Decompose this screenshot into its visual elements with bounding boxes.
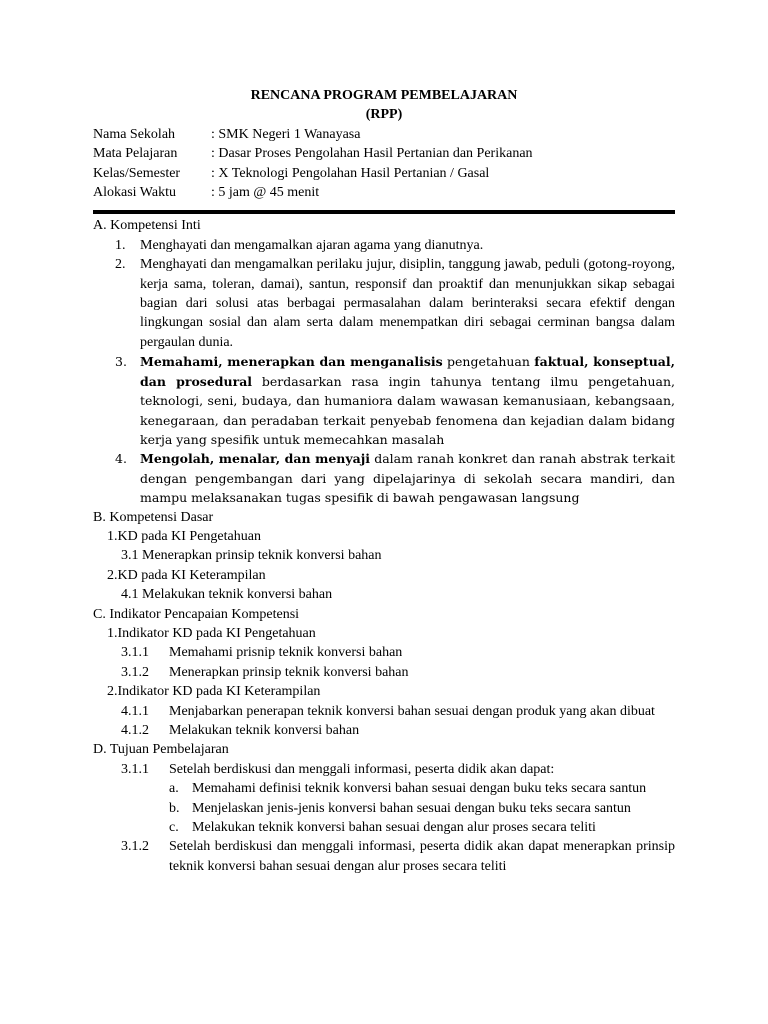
tujuan-subitem <box>93 818 675 837</box>
list-item <box>93 236 675 255</box>
indikator-row <box>93 721 675 740</box>
kd-pengetahuan-heading: 1.KD pada KI Pengetahuan <box>107 528 261 544</box>
info-row <box>93 164 675 183</box>
indikator-row <box>93 702 675 721</box>
tujuan-letter: b. <box>169 800 180 816</box>
tujuan-code: 3.1.2 <box>121 839 149 855</box>
info-value: : 5 jam @ 45 menit <box>211 185 320 201</box>
section-c-heading: C. Indikator Pencapaian Kompetensi <box>93 606 300 622</box>
tujuan-code: 3.1.1 <box>121 761 149 777</box>
list-number: 3. <box>115 354 127 370</box>
info-label: Nama Sekolah <box>93 126 176 142</box>
info-value: : Dasar Proses Pengolahan Hasil Pertanian dan Perikanan <box>211 146 533 162</box>
tujuan-text: Setelah berdiskusi dan menggali informasi, peserta didik akan dapat menerapkan prinsip teknik konversi bahan sesuai dengan alur proses secara teliti <box>169 839 675 874</box>
tujuan-subitem <box>93 799 675 818</box>
list-item <box>93 255 675 352</box>
indikator-text: Melakukan teknik konversi bahan <box>169 723 360 738</box>
kompetensi-inti-list <box>93 236 675 508</box>
indikator-row <box>93 663 675 682</box>
section-b-heading: B. Kompetensi Dasar <box>93 509 214 525</box>
list-number: 1. <box>115 237 126 253</box>
indikator-code: 4.1.1 <box>121 703 149 719</box>
header-divider <box>93 210 675 214</box>
info-label: Alokasi Waktu <box>93 185 176 201</box>
tujuan-row <box>93 837 675 876</box>
indikator-keterampilan-heading: 2.Indikator KD pada KI Keterampilan <box>107 684 321 700</box>
indikator-code: 3.1.2 <box>121 664 149 680</box>
info-value: : X Teknologi Pengolahan Hasil Pertanian / Gasal <box>211 165 490 181</box>
bold-text: Memahami, menerapkan dan menganalisis <box>140 354 443 370</box>
bold-text: Mengolah, menalar, dan menyaji <box>140 451 371 467</box>
list-number: 2. <box>115 257 126 273</box>
tujuan-subitem-text: Melakukan teknik konversi bahan sesuai dengan alur proses secara teliti <box>192 820 596 836</box>
tujuan-subitem-text: Memahami definisi teknik konversi bahan sesuai dengan buku teks secara santun <box>192 781 647 797</box>
kd-keterampilan-item: 4.1 Melakukan teknik konversi bahan <box>121 587 333 603</box>
section-d-heading: D. Tujuan Pembelajaran <box>93 742 229 758</box>
list-number: 4. <box>115 451 127 467</box>
info-label: Mata Pelajaran <box>93 146 178 162</box>
document-page <box>93 86 675 876</box>
kd-pengetahuan-item: 3.1 Menerapkan prinsip teknik konversi bahan <box>121 548 382 564</box>
document-subtitle: (RPP) <box>365 107 403 123</box>
info-row <box>93 183 675 202</box>
list-text: pengetahuan <box>442 354 535 370</box>
bold-text: faktual, konseptual, dan prosedural <box>140 354 675 389</box>
indikator-row <box>93 643 675 662</box>
tujuan-subitem <box>93 779 675 798</box>
tujuan-text: Setelah berdiskusi dan menggali informasi, peserta didik akan dapat: <box>169 761 555 777</box>
indikator-pengetahuan-heading: 1.Indikator KD pada KI Pengetahuan <box>107 625 316 641</box>
indikator-code: 4.1.2 <box>121 723 149 738</box>
document-title: RENCANA PROGRAM PEMBELAJARAN <box>250 88 518 103</box>
info-row <box>93 144 675 163</box>
info-row <box>93 125 675 144</box>
kd-keterampilan-heading: 2.KD pada KI Keterampilan <box>107 567 266 583</box>
indikator-code: 3.1.1 <box>121 645 149 661</box>
list-item <box>93 352 675 449</box>
info-block <box>93 125 675 203</box>
list-text: berdasarkan rasa ingin tahunya tentang ilmu pengetahuan, teknologi, seni, budaya, dan humaniora dalam wawasan kemanusiaan, kebangsaan, kenegaraan, dan peradaban terkait penyebab fenomena dan kejadian dalam bidang kerja yang spesifik untuk memecahkan masalah <box>140 373 675 447</box>
tujuan-subitem-text: Menjelaskan jenis-jenis konversi bahan sesuai dengan buku teks secara santun <box>192 800 631 816</box>
list-text: Menghayati dan mengamalkan ajaran agama yang dianutnya. <box>140 237 484 253</box>
tujuan-row <box>93 760 675 779</box>
info-label: Kelas/Semester <box>93 165 181 181</box>
list-text: dalam ranah konkret dan ranah abstrak terkait dengan pengembangan dari yang dipelajarinya di sekolah secara mandiri, dan mampu melaksanakan tugas spesifik di bawah pengawasan langsung <box>140 451 676 506</box>
section-a-heading: A. Kompetensi Inti <box>93 218 201 234</box>
info-value: : SMK Negeri 1 Wanayasa <box>211 126 361 142</box>
tujuan-letter: a. <box>169 781 179 797</box>
indikator-text: Memahami prisnip teknik konversi bahan <box>169 645 403 661</box>
indikator-text: Menerapkan prinsip teknik konversi bahan <box>169 664 409 680</box>
tujuan-letter: c. <box>169 820 179 836</box>
indikator-text: Menjabarkan penerapan teknik konversi bahan sesuai dengan produk yang akan dibuat <box>169 703 655 719</box>
list-item <box>93 449 675 507</box>
list-text: Menghayati dan mengamalkan perilaku jujur, disiplin, tanggung jawab, peduli (gotong-royong, kerja sama, toleran, damai), santun, responsif dan proaktif dan menunjukkan sikap sebagai bagian dari solusi atas berbagai permasalahan dalam berinteraksi secara efektif dengan lingkungan sosial dan alam serta dalam menempatkan diri sebagai cerminan bangsa dalam pergaulan dunia. <box>140 257 675 350</box>
